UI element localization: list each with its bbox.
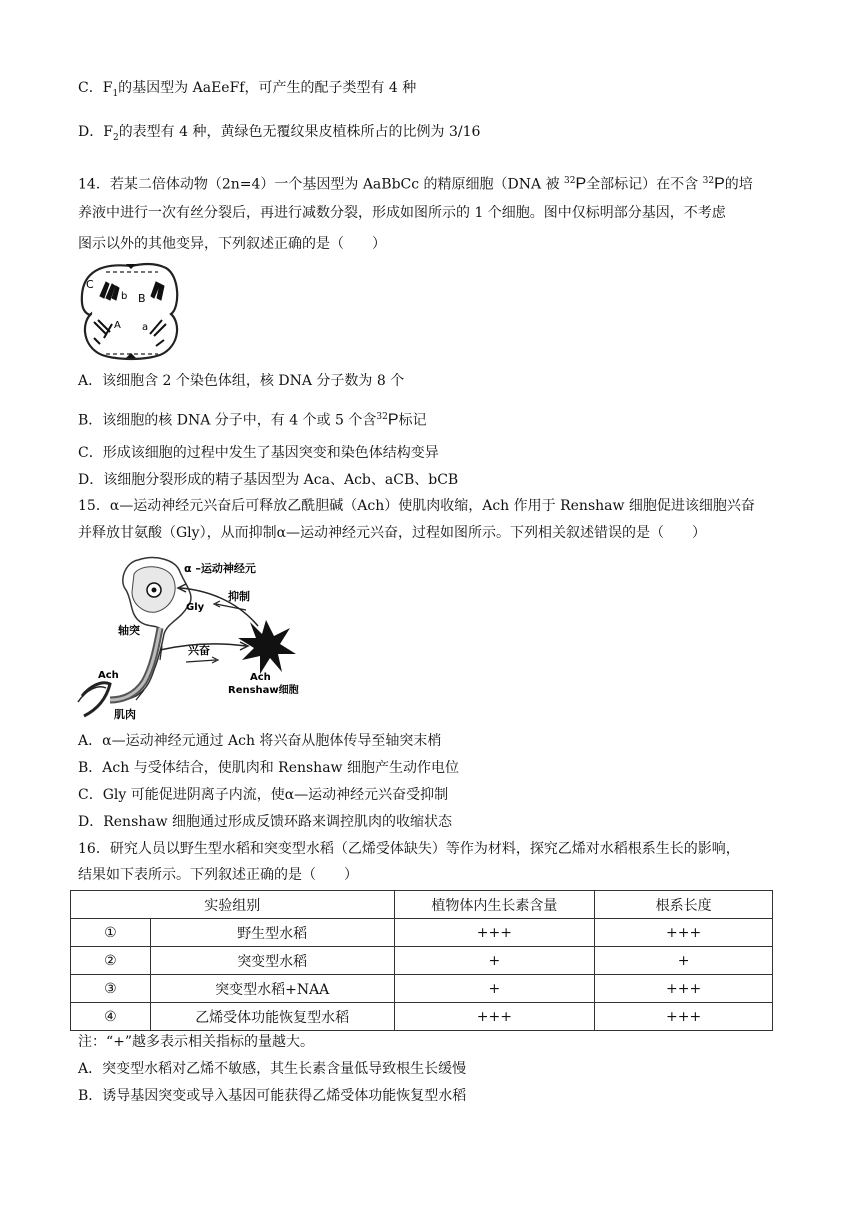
label-inhibit: 抑制 — [228, 590, 250, 603]
q16-option-a: A．突变型水稻对乙烯不敏感，其生长素含量低导致根生长缓慢 — [78, 1061, 467, 1077]
cell-group: 乙烯受体功能恢复型水稻 — [150, 1003, 394, 1031]
label-excite: 兴奋 — [188, 644, 210, 657]
q15-option-b: B．Ach 与受体结合，使肌肉和 Renshaw 细胞产生动作电位 — [78, 760, 459, 776]
q14-stem-line1: 14．若某二倍体动物（2n=4）一个基因型为 AaBbCc 的精原细胞（DNA 被 $^{32}$P全部标记）在不含 $^{32}$P的培 — [78, 175, 753, 193]
table-row — [71, 919, 773, 947]
results-table — [70, 890, 773, 1031]
gene-label-a-upper: A — [114, 320, 121, 331]
q16-stem-line1: 16．研究人员以野生型水稻和突变型水稻（乙烯受体缺失）等作为材料，探究乙烯对水稻根系生长的影响， — [78, 841, 740, 857]
table-header-row — [71, 891, 773, 919]
q14-option-b: B．该细胞的核 DNA 分子中，有 4 个或 5 个含$^{32}$P标记 — [78, 411, 427, 429]
cell-index: ③ — [71, 975, 151, 1003]
gene-label-c: C — [86, 278, 94, 291]
cell-root: +++ — [595, 919, 773, 947]
q15-stem-line2: 并释放甘氨酸（Gly），从而抑制α—运动神经元兴奋，过程如图所示。下列相关叙述错误的是（ ） — [78, 525, 707, 541]
cell-auxin: +++ — [394, 1003, 595, 1031]
nucleolus — [152, 588, 157, 593]
table-row — [71, 975, 773, 1003]
label-alpha-neuron: α –运动神经元 — [184, 562, 256, 575]
cell-index: ① — [71, 919, 151, 947]
q13-option-d: D．$F_2$的表型有 4 种，黄绿色无覆纹果皮植株所占的比例为 3/16 — [78, 124, 481, 143]
neuron-renshaw-figure — [76, 550, 306, 722]
q16-option-b: B．诱导基因突变或导入基因可能获得乙烯受体功能恢复型水稻 — [78, 1088, 467, 1104]
gene-label-b-lower: b — [121, 291, 128, 302]
meiosis-cell-figure — [76, 258, 186, 363]
label-axon: 轴突 — [118, 624, 140, 637]
chromosomes-upper-left — [100, 282, 119, 300]
chromosomes-lower-right — [150, 320, 166, 346]
cell-group: 突变型水稻 — [150, 947, 394, 975]
header-auxin: 植物体内生长素含量 — [394, 891, 595, 919]
gene-label-b-upper: B — [138, 292, 146, 305]
q14-stem-line2: 养液中进行一次有丝分裂后，再进行减数分裂，形成如图所示的 1 个细胞。图中仅标明部分基因，不考虑 — [78, 205, 726, 221]
header-root-length: 根系长度 — [595, 891, 773, 919]
q13-option-c: C．$F_1$的基因型为 AaEeFf，可产生的配子类型有 4 种 — [78, 80, 417, 99]
table-row — [71, 947, 773, 975]
cell-root: + — [595, 947, 773, 975]
q14-option-c: C．形成该细胞的过程中发生了基因突变和染色体结构变异 — [78, 445, 439, 461]
cell-group: 突变型水稻+NAA — [150, 975, 394, 1003]
q14-option-d: D．该细胞分裂形成的精子基因型为 Aca、Acb、aCB、bCB — [78, 472, 459, 488]
cell-auxin: + — [394, 947, 595, 975]
chromosomes-lower-left — [94, 320, 112, 344]
q15-option-c: C．Gly 可能促进阴离子内流，使α—运动神经元兴奋受抑制 — [78, 787, 449, 803]
q15-option-a: A．α—运动神经元通过 Ach 将兴奋从胞体传导至轴突末梢 — [78, 733, 442, 749]
cell-root: +++ — [595, 1003, 773, 1031]
label-ach-left: Ach — [98, 670, 119, 681]
label-muscle: 肌肉 — [114, 708, 136, 721]
cell-group: 野生型水稻 — [150, 919, 394, 947]
header-group: 实验组别 — [71, 891, 395, 919]
inhibit-arrow — [216, 604, 246, 610]
q14-option-a: A．该细胞含 2 个染色体组，核 DNA 分子数为 8 个 — [78, 373, 405, 389]
cell-root: +++ — [595, 975, 773, 1003]
label-renshaw: Renshaw细胞 — [228, 685, 299, 696]
label-ach-right: Ach — [250, 672, 271, 683]
gene-label-a-lower: a — [142, 322, 149, 333]
q15-option-d: D．Renshaw 细胞通过形成反馈环路来调控肌肉的收缩状态 — [78, 814, 453, 830]
cell-index: ④ — [71, 1003, 151, 1031]
table-row — [71, 1003, 773, 1031]
q15-stem-line1: 15．α—运动神经元兴奋后可释放乙酰胆碱（Ach）使肌肉收缩，Ach 作用于 Renshaw 细胞促进该细胞兴奋 — [78, 498, 755, 514]
q16-stem-line2: 结果如下表所示。下列叙述正确的是（ ） — [78, 867, 358, 883]
cell-index: ② — [71, 947, 151, 975]
cell-auxin: +++ — [394, 919, 595, 947]
chromosomes-upper-right — [151, 282, 164, 300]
cell-membrane — [82, 264, 177, 359]
excite-arrow — [186, 660, 216, 662]
cell-auxin: + — [394, 975, 595, 1003]
q14-stem-line3: 图示以外的其他变异，下列叙述正确的是（ ） — [78, 236, 386, 252]
q16-table-note: 注：“+”越多表示相关指标的量越大。 — [78, 1034, 315, 1050]
label-gly: Gly — [186, 602, 205, 613]
